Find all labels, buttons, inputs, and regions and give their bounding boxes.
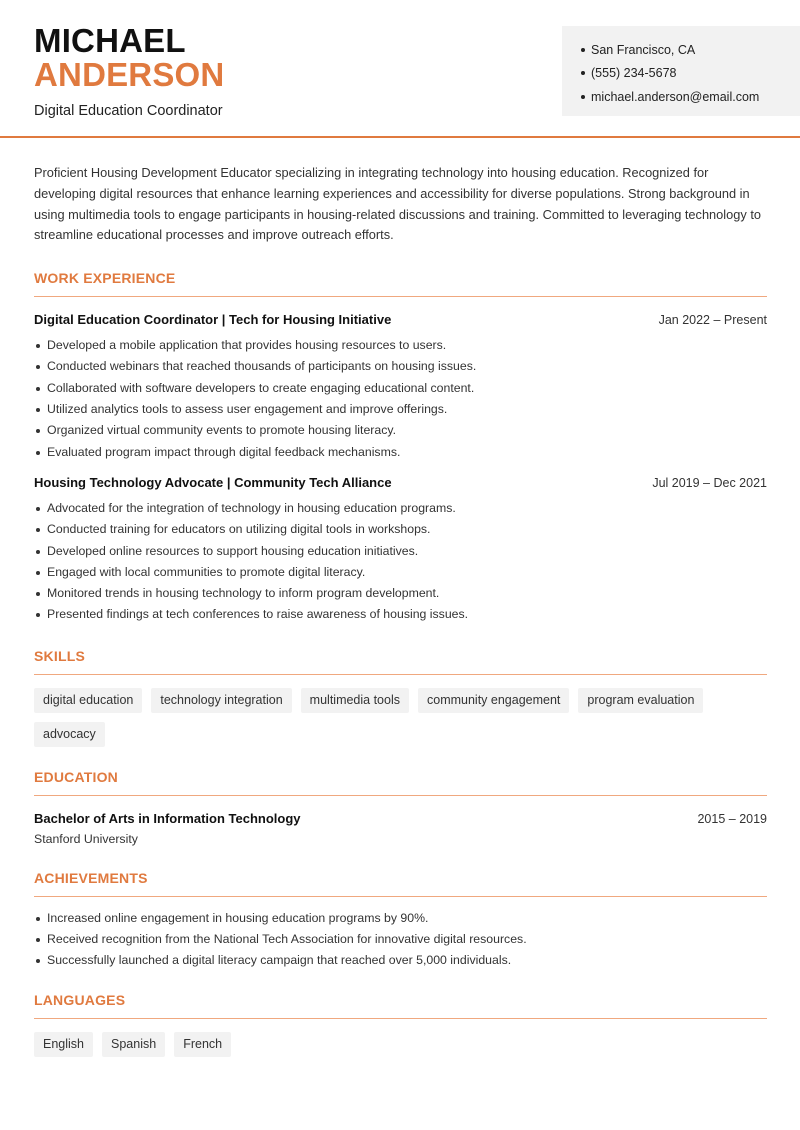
skill-tag: digital education (34, 688, 142, 713)
language-tag: Spanish (102, 1032, 165, 1057)
bullet-icon (581, 71, 585, 75)
name-block (34, 24, 224, 119)
section-title-education: EDUCATION (34, 769, 767, 796)
skill-tag: community engagement (418, 688, 569, 713)
school: Stanford University (34, 831, 138, 846)
job-title: Housing Technology Advocate | Community Tech Alliance (34, 474, 392, 490)
job-bullets (34, 498, 767, 626)
skill-tag: technology integration (151, 688, 291, 713)
list-item: Monitored trends in housing technology to inform program development. (34, 583, 767, 604)
job-bullets (34, 335, 767, 463)
education-header (34, 811, 767, 826)
bullet-icon (581, 95, 585, 99)
section-title-skills: SKILLS (34, 648, 767, 675)
list-item: Engaged with local communities to promote digital literacy. (34, 562, 767, 583)
phone-text: (555) 234-5678 (591, 66, 677, 81)
work-experience-section (34, 270, 767, 626)
summary: Proficient Housing Development Educator specializing in integrating technology into housing education. Recognized for developing digital resources that enhance learning experiences and accessibility for diverse populations. Strong background in using multimedia tools to engage participants in housing-related discussions and training. Committed to leveraging technology to streamline educational processes and improve outreach efforts. (34, 165, 761, 243)
language-tag: French (174, 1032, 231, 1057)
languages-section (34, 992, 767, 1057)
contact-location (580, 38, 800, 62)
contact-email (580, 85, 800, 109)
list-item: Collaborated with software developers to create engaging educational content. (34, 378, 767, 399)
skill-tag: advocacy (34, 722, 105, 747)
list-item: Utilized analytics tools to assess user engagement and improve offerings. (34, 399, 767, 420)
education-section (34, 769, 767, 846)
job-entry (34, 475, 767, 626)
job-header (34, 475, 767, 490)
job-title: Digital Education Coordinator (34, 103, 223, 119)
email-text: michael.anderson@email.com (591, 89, 760, 104)
list-item: Evaluated program impact through digital feedback mechanisms. (34, 442, 767, 463)
bullet-icon (581, 48, 585, 52)
list-item: Organized virtual community events to promote housing literacy. (34, 420, 767, 441)
job-date: Jul 2019 – Dec 2021 (652, 475, 767, 490)
achievement-bullets (34, 908, 767, 972)
section-title-work: WORK EXPERIENCE (34, 270, 767, 297)
list-item: Developed online resources to support housing education initiatives. (34, 541, 767, 562)
resume-header (0, 0, 800, 138)
first-name: MICHAEL (34, 22, 186, 59)
resume-content (34, 163, 767, 1057)
education-date: 2015 – 2019 (697, 811, 767, 826)
skills-tags (34, 688, 767, 747)
language-tag: English (34, 1032, 93, 1057)
last-name: ANDERSON (34, 56, 225, 93)
list-item: Conducted training for educators on utilizing digital tools in workshops. (34, 519, 767, 540)
section-title-languages: LANGUAGES (34, 992, 767, 1019)
degree: Bachelor of Arts in Information Technology (34, 810, 301, 826)
list-item: Developed a mobile application that provides housing resources to users. (34, 335, 767, 356)
job-title: Digital Education Coordinator | Tech for Housing Initiative (34, 312, 392, 328)
list-item: Received recognition from the National Tech Association for innovative digital resources. (34, 929, 767, 950)
job-date: Jan 2022 – Present (658, 313, 767, 328)
list-item: Advocated for the integration of technology in housing education programs. (34, 498, 767, 519)
section-title-achievements: ACHIEVEMENTS (34, 870, 767, 897)
skill-tag: program evaluation (578, 688, 703, 713)
list-item: Increased online engagement in housing education programs by 90%. (34, 908, 767, 929)
list-item: Successfully launched a digital literacy campaign that reached over 5,000 individuals. (34, 950, 767, 971)
language-tags (34, 1032, 767, 1057)
job-entry (34, 312, 767, 463)
list-item: Conducted webinars that reached thousands of participants on housing issues. (34, 356, 767, 377)
achievements-section (34, 870, 767, 972)
skill-tag: multimedia tools (301, 688, 409, 713)
list-item: Presented findings at tech conferences to raise awareness of housing issues. (34, 604, 767, 625)
location-text: San Francisco, CA (591, 42, 696, 57)
skills-section (34, 648, 767, 747)
contact-box (562, 26, 800, 116)
job-header (34, 312, 767, 327)
contact-phone (580, 62, 800, 86)
